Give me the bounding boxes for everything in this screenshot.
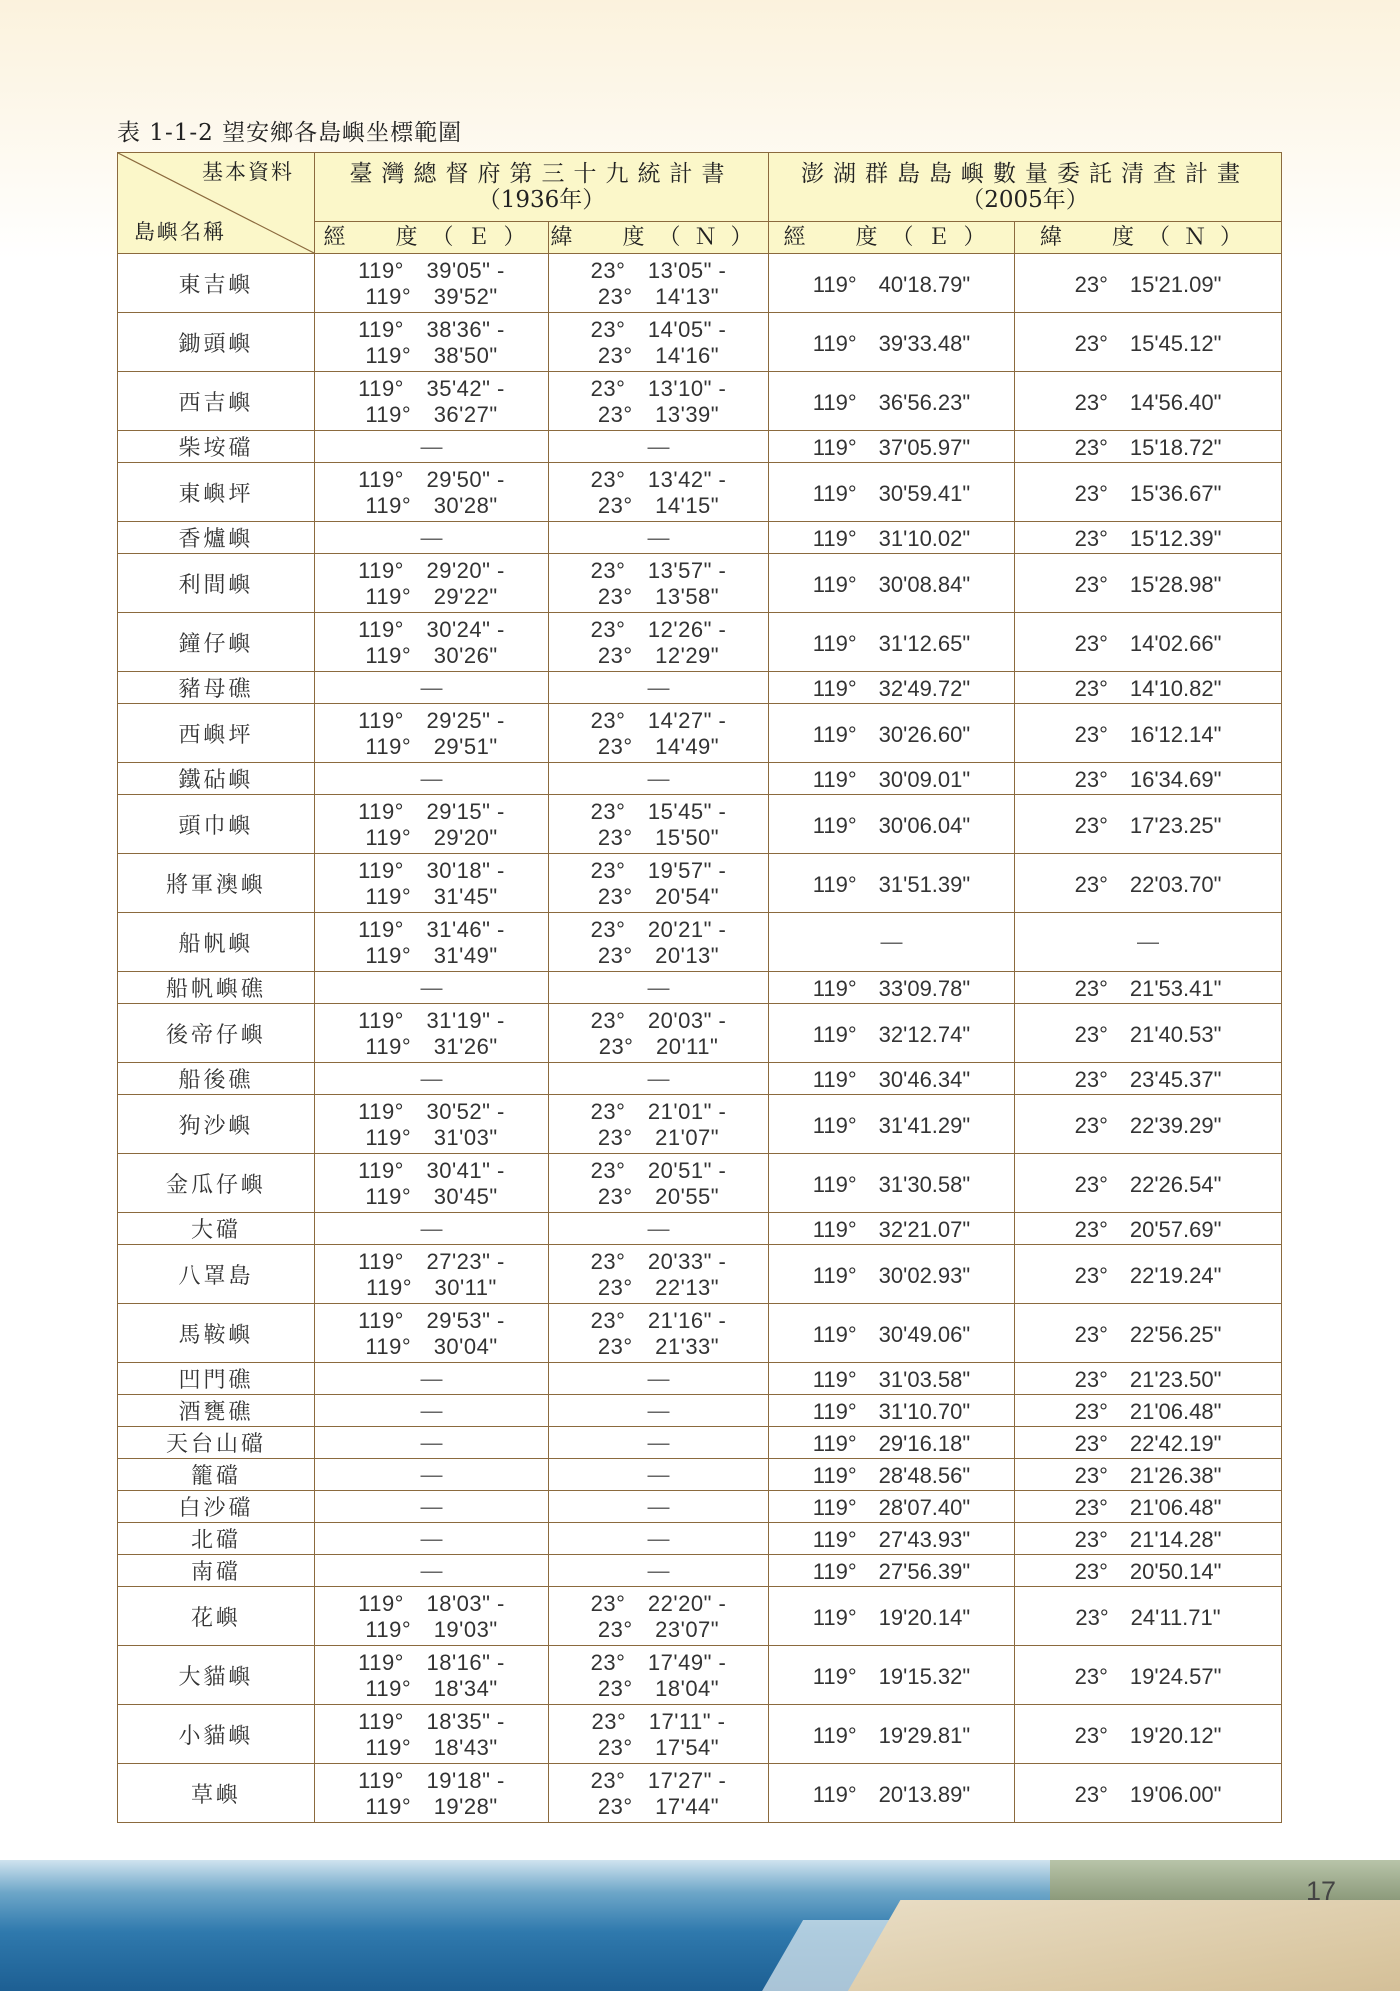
table-row — [118, 1304, 1282, 1363]
latitude-1936 — [549, 1095, 769, 1154]
island-name: 船帆嶼礁 — [118, 972, 315, 1004]
range-end: 23° 14'13" — [597, 283, 720, 309]
table-row — [118, 554, 1282, 613]
table-row — [118, 431, 1282, 463]
longitude-1936: — — [315, 1523, 549, 1555]
latitude-1936 — [549, 854, 769, 913]
longitude-2005: 119° 27'56.39" — [769, 1555, 1015, 1587]
island-name: 北礑 — [118, 1523, 315, 1555]
range-start: 119° 19'18" - — [358, 1767, 505, 1793]
longitude-2005: 119° 31'03.58" — [769, 1363, 1015, 1395]
table-row — [118, 1587, 1282, 1646]
longitude-1936 — [315, 613, 549, 672]
longitude-2005: 119° 32'12.74" — [769, 1004, 1015, 1063]
table-row — [118, 1764, 1282, 1823]
latitude-2005: 23° 15'21.09" — [1015, 254, 1282, 313]
range-end: 119° 30'04" — [365, 1333, 498, 1359]
island-name: 草嶼 — [118, 1764, 315, 1823]
island-name: 東嶼坪 — [118, 463, 315, 522]
range-end: 23° 20'13" — [597, 942, 720, 968]
range-start: 23° 15'45" - — [590, 798, 727, 824]
table-row — [118, 704, 1282, 763]
range-start: 23° 20'21" - — [590, 916, 727, 942]
island-name: 香爐嶼 — [118, 522, 315, 554]
range-end: 119° 36'27" — [365, 401, 498, 427]
longitude-1936: — — [315, 972, 549, 1004]
range-end: 119° 31'26" — [365, 1033, 498, 1059]
range-end: 119° 29'51" — [365, 733, 498, 759]
range-end: 23° 14'49" — [597, 733, 720, 759]
range-end: 119° 29'22" — [365, 583, 498, 609]
latitude-2005: 23° 20'57.69" — [1015, 1213, 1282, 1245]
range-start: 23° 13'10" - — [590, 375, 727, 401]
range-end: 23° 13'39" — [597, 401, 720, 427]
table-row — [118, 254, 1282, 313]
island-name: 白沙礑 — [118, 1491, 315, 1523]
island-name: 八罩島 — [118, 1245, 315, 1304]
latitude-1936: — — [549, 763, 769, 795]
range-end: 119° 39'52" — [365, 283, 498, 309]
latitude-2005: 23° 14'56.40" — [1015, 372, 1282, 431]
latitude-2005: 23° 22'19.24" — [1015, 1245, 1282, 1304]
island-name: 鋤頭嶼 — [118, 313, 315, 372]
longitude-2005: 119° 19'15.32" — [769, 1646, 1015, 1705]
longitude-1936: — — [315, 431, 549, 463]
range-end: 119° 31'45" — [365, 883, 498, 909]
range-end: 119° 38'50" — [365, 342, 498, 368]
latitude-1936 — [549, 613, 769, 672]
island-name: 金瓜仔嶼 — [118, 1154, 315, 1213]
latitude-1936: — — [549, 1523, 769, 1555]
longitude-1936 — [315, 1587, 549, 1646]
range-start: 119° 18'16" - — [358, 1649, 505, 1675]
longitude-1936: — — [315, 1395, 549, 1427]
table-row — [118, 613, 1282, 672]
range-start: 23° 20'51" - — [590, 1157, 727, 1183]
longitude-2005: 119° 33'09.78" — [769, 972, 1015, 1004]
range-start: 23° 17'27" - — [590, 1767, 727, 1793]
range-end: 119° 19'28" — [365, 1793, 498, 1819]
longitude-2005: 119° 30'09.01" — [769, 763, 1015, 795]
latitude-2005: 23° 22'26.54" — [1015, 1154, 1282, 1213]
longitude-1936: — — [315, 1555, 549, 1587]
latitude-1936 — [549, 313, 769, 372]
longitude-1936 — [315, 372, 549, 431]
longitude-2005: 119° 31'51.39" — [769, 854, 1015, 913]
longitude-2005: — — [769, 913, 1015, 972]
range-start: 119° 38'36" - — [358, 316, 505, 342]
longitude-1936 — [315, 1245, 549, 1304]
range-start: 23° 20'33" - — [590, 1248, 727, 1274]
table-row — [118, 1427, 1282, 1459]
range-start: 23° 21'01" - — [590, 1098, 727, 1124]
table-row — [118, 1705, 1282, 1764]
latitude-1936 — [549, 913, 769, 972]
latitude-2005: 23° 22'03.70" — [1015, 854, 1282, 913]
range-end: 23° 22'13" — [597, 1274, 720, 1300]
island-name: 小貓嶼 — [118, 1705, 315, 1764]
latitude-1936 — [549, 704, 769, 763]
range-end: 23° 14'16" — [597, 342, 720, 368]
latitude-1936: — — [549, 1491, 769, 1523]
latitude-1936: — — [549, 972, 769, 1004]
range-start: 23° 20'03" - — [590, 1007, 727, 1033]
island-name: 利間嶼 — [118, 554, 315, 613]
latitude-1936 — [549, 1004, 769, 1063]
latitude-1936 — [549, 795, 769, 854]
longitude-1936: — — [315, 763, 549, 795]
range-start: 119° 29'53" - — [358, 1307, 505, 1333]
latitude-1936: — — [549, 431, 769, 463]
island-name: 天台山礑 — [118, 1427, 315, 1459]
latitude-2005: 23° 22'39.29" — [1015, 1095, 1282, 1154]
table-row — [118, 672, 1282, 704]
range-end: 119° 30'11" — [366, 1274, 497, 1300]
longitude-1936 — [315, 254, 549, 313]
latitude-1936: — — [549, 522, 769, 554]
island-name: 花嶼 — [118, 1587, 315, 1646]
range-start: 119° 31'46" - — [358, 916, 505, 942]
longitude-1936 — [315, 854, 549, 913]
table-row — [118, 1363, 1282, 1395]
coordinates-table — [117, 152, 1282, 1823]
range-start: 119° 29'15" - — [358, 798, 505, 824]
source-2005-header — [769, 153, 1282, 222]
range-end: 119° 30'45" — [365, 1183, 498, 1209]
latitude-2005: 23° 19'20.12" — [1015, 1705, 1282, 1764]
table-row — [118, 1646, 1282, 1705]
lon-1936-header: 經 度（Ｅ） — [315, 222, 549, 254]
longitude-2005: 119° 40'18.79" — [769, 254, 1015, 313]
range-start: 23° 17'11" - — [591, 1708, 726, 1734]
table-row — [118, 1395, 1282, 1427]
table-row — [118, 972, 1282, 1004]
latitude-2005: 23° 21'06.48" — [1015, 1491, 1282, 1523]
source-1936-name: 臺灣總督府第三十九統計書 — [349, 161, 734, 187]
longitude-2005: 119° 30'59.41" — [769, 463, 1015, 522]
longitude-2005: 119° 29'16.18" — [769, 1427, 1015, 1459]
latitude-1936 — [549, 463, 769, 522]
longitude-1936 — [315, 463, 549, 522]
longitude-1936: — — [315, 1063, 549, 1095]
longitude-1936 — [315, 1154, 549, 1213]
island-name: 將軍澳嶼 — [118, 854, 315, 913]
longitude-2005: 119° 31'10.02" — [769, 522, 1015, 554]
longitude-2005: 119° 36'56.23" — [769, 372, 1015, 431]
range-start: 23° 14'27" - — [590, 707, 727, 733]
range-end: 23° 18'04" — [597, 1675, 720, 1701]
latitude-2005: 23° 21'14.28" — [1015, 1523, 1282, 1555]
longitude-2005: 119° 31'30.58" — [769, 1154, 1015, 1213]
table-row — [118, 522, 1282, 554]
longitude-2005: 119° 20'13.89" — [769, 1764, 1015, 1823]
island-name: 鐘仔嶼 — [118, 613, 315, 672]
island-name: 狗沙嶼 — [118, 1095, 315, 1154]
range-start: 119° 29'25" - — [358, 707, 505, 733]
longitude-1936 — [315, 1095, 549, 1154]
longitude-1936: — — [315, 522, 549, 554]
longitude-1936: — — [315, 1459, 549, 1491]
coastline-photo — [0, 1860, 1400, 1991]
source-2005-name: 澎湖群島島嶼數量委託清查計畫 — [801, 161, 1249, 187]
longitude-2005: 119° 31'12.65" — [769, 613, 1015, 672]
island-name: 大貓嶼 — [118, 1646, 315, 1705]
lat-1936-header: 緯 度（Ｎ） — [549, 222, 769, 254]
range-end: 23° 21'07" — [597, 1124, 720, 1150]
latitude-2005: 23° 21'06.48" — [1015, 1395, 1282, 1427]
range-end: 23° 12'29" — [597, 642, 720, 668]
longitude-1936 — [315, 1304, 549, 1363]
table-row — [118, 372, 1282, 431]
range-end: 23° 17'44" — [597, 1793, 720, 1819]
beach-sand — [820, 1900, 1400, 1991]
latitude-1936: — — [549, 672, 769, 704]
latitude-1936: — — [549, 1395, 769, 1427]
longitude-1936 — [315, 1705, 549, 1764]
longitude-2005: 119° 32'49.72" — [769, 672, 1015, 704]
table-row — [118, 1095, 1282, 1154]
longitude-2005: 119° 30'26.60" — [769, 704, 1015, 763]
latitude-2005: 23° 14'10.82" — [1015, 672, 1282, 704]
longitude-2005: 119° 19'20.14" — [769, 1587, 1015, 1646]
longitude-1936 — [315, 1004, 549, 1063]
longitude-1936: — — [315, 1213, 549, 1245]
latitude-1936: — — [549, 1555, 769, 1587]
latitude-1936 — [549, 1587, 769, 1646]
latitude-1936 — [549, 372, 769, 431]
longitude-2005: 119° 28'07.40" — [769, 1491, 1015, 1523]
island-name: 西嶼坪 — [118, 704, 315, 763]
latitude-1936 — [549, 1705, 769, 1764]
range-start: 23° 13'42" - — [590, 466, 727, 492]
range-start: 23° 14'05" - — [590, 316, 727, 342]
range-start: 119° 18'03" - — [358, 1590, 505, 1616]
island-name: 後帝仔嶼 — [118, 1004, 315, 1063]
table-row — [118, 1523, 1282, 1555]
island-name: 豬母礁 — [118, 672, 315, 704]
source-1936-header — [315, 153, 769, 222]
latitude-1936: — — [549, 1427, 769, 1459]
longitude-1936: — — [315, 672, 549, 704]
latitude-2005: 23° 24'11.71" — [1015, 1587, 1282, 1646]
range-end: 23° 23'07" — [597, 1616, 720, 1642]
table-row — [118, 1491, 1282, 1523]
island-name: 凹門礁 — [118, 1363, 315, 1395]
longitude-2005: 119° 31'41.29" — [769, 1095, 1015, 1154]
latitude-1936 — [549, 1764, 769, 1823]
latitude-2005: 23° 22'42.19" — [1015, 1427, 1282, 1459]
longitude-1936: — — [315, 1491, 549, 1523]
latitude-2005: 23° 21'26.38" — [1015, 1459, 1282, 1491]
island-name: 馬鞍嶼 — [118, 1304, 315, 1363]
island-name: 酒甕礁 — [118, 1395, 315, 1427]
table-row — [118, 1063, 1282, 1095]
range-start: 119° 30'24" - — [358, 616, 505, 642]
longitude-1936 — [315, 313, 549, 372]
longitude-2005: 119° 30'06.04" — [769, 795, 1015, 854]
latitude-1936 — [549, 1646, 769, 1705]
range-end: 119° 19'03" — [365, 1616, 498, 1642]
latitude-1936 — [549, 254, 769, 313]
range-start: 23° 21'16" - — [590, 1307, 727, 1333]
range-end: 119° 31'03" — [365, 1124, 498, 1150]
range-end: 23° 21'33" — [597, 1333, 720, 1359]
range-end: 119° 30'26" — [365, 642, 498, 668]
basic-info-label: 基本資料 — [202, 160, 294, 184]
range-start: 23° 22'20" - — [590, 1590, 727, 1616]
range-start: 23° 13'05" - — [590, 257, 727, 283]
range-start: 23° 13'57" - — [590, 557, 727, 583]
latitude-1936 — [549, 1245, 769, 1304]
range-start: 119° 29'50" - — [358, 466, 505, 492]
headland — [1050, 1860, 1400, 1900]
range-end: 23° 20'55" — [597, 1183, 720, 1209]
table-row — [118, 463, 1282, 522]
island-name-label: 島嶼名稱 — [134, 220, 226, 244]
table-row — [118, 795, 1282, 854]
island-name: 南礑 — [118, 1555, 315, 1587]
lat-2005-header: 緯 度（Ｎ） — [1015, 222, 1282, 254]
latitude-1936 — [549, 554, 769, 613]
range-start: 119° 35'42" - — [358, 375, 505, 401]
range-end: 119° 18'43" — [365, 1734, 498, 1760]
latitude-2005: 23° 19'06.00" — [1015, 1764, 1282, 1823]
longitude-1936 — [315, 1764, 549, 1823]
latitude-2005: 23° 15'18.72" — [1015, 431, 1282, 463]
table-row — [118, 1004, 1282, 1063]
latitude-2005: 23° 16'12.14" — [1015, 704, 1282, 763]
range-end: 23° 14'15" — [597, 492, 720, 518]
island-name: 大礑 — [118, 1213, 315, 1245]
island-name: 柴垵礑 — [118, 431, 315, 463]
source-1936-year: （1936年） — [477, 187, 606, 213]
latitude-2005: 23° 21'53.41" — [1015, 972, 1282, 1004]
range-start: 119° 30'18" - — [358, 857, 505, 883]
longitude-2005: 119° 30'46.34" — [769, 1063, 1015, 1095]
longitude-2005: 119° 37'05.97" — [769, 431, 1015, 463]
latitude-2005: 23° 15'28.98" — [1015, 554, 1282, 613]
island-name: 船帆嶼 — [118, 913, 315, 972]
range-start: 119° 30'52" - — [358, 1098, 505, 1124]
range-start: 119° 27'23" - — [358, 1248, 505, 1274]
latitude-2005: 23° 15'45.12" — [1015, 313, 1282, 372]
range-end: 23° 15'50" — [597, 824, 720, 850]
range-end: 119° 30'28" — [365, 492, 498, 518]
range-end: 119° 18'34" — [365, 1675, 498, 1701]
longitude-1936: — — [315, 1427, 549, 1459]
range-start: 119° 18'35" - — [358, 1708, 505, 1734]
range-start: 23° 19'57" - — [590, 857, 727, 883]
page-number: 17 — [1305, 1876, 1336, 1906]
latitude-1936 — [549, 1304, 769, 1363]
longitude-2005: 119° 39'33.48" — [769, 313, 1015, 372]
table-body — [118, 254, 1282, 1823]
latitude-1936: — — [549, 1363, 769, 1395]
latitude-1936: — — [549, 1213, 769, 1245]
range-end: 119° 29'20" — [365, 824, 498, 850]
lon-2005-header: 經 度（Ｅ） — [769, 222, 1015, 254]
latitude-1936 — [549, 1154, 769, 1213]
range-start: 119° 39'05" - — [358, 257, 505, 283]
range-start: 23° 17'49" - — [590, 1649, 727, 1675]
longitude-1936 — [315, 554, 549, 613]
longitude-1936 — [315, 913, 549, 972]
longitude-2005: 119° 32'21.07" — [769, 1213, 1015, 1245]
table-row — [118, 913, 1282, 972]
island-name: 籠礑 — [118, 1459, 315, 1491]
latitude-2005: 23° 16'34.69" — [1015, 763, 1282, 795]
latitude-2005: 23° 14'02.66" — [1015, 613, 1282, 672]
longitude-2005: 119° 30'08.84" — [769, 554, 1015, 613]
table-row — [118, 763, 1282, 795]
latitude-2005: 23° 20'50.14" — [1015, 1555, 1282, 1587]
longitude-1936 — [315, 795, 549, 854]
latitude-2005: 23° 23'45.37" — [1015, 1063, 1282, 1095]
longitude-2005: 119° 28'48.56" — [769, 1459, 1015, 1491]
table-title: 表 1-1-2 望安鄉各島嶼坐標範圍 — [117, 120, 463, 146]
longitude-1936: — — [315, 1363, 549, 1395]
table-row — [118, 1154, 1282, 1213]
island-name: 東吉嶼 — [118, 254, 315, 313]
longitude-2005: 119° 27'43.93" — [769, 1523, 1015, 1555]
latitude-2005: 23° 19'24.57" — [1015, 1646, 1282, 1705]
latitude-2005: 23° 21'40.53" — [1015, 1004, 1282, 1063]
latitude-2005: 23° 15'36.67" — [1015, 463, 1282, 522]
table-row — [118, 1245, 1282, 1304]
latitude-2005: 23° 22'56.25" — [1015, 1304, 1282, 1363]
range-start: 119° 30'41" - — [358, 1157, 505, 1183]
range-end: 23° 20'54" — [597, 883, 720, 909]
latitude-2005: 23° 21'23.50" — [1015, 1363, 1282, 1395]
range-start: 23° 12'26" - — [590, 616, 727, 642]
latitude-2005: 23° 17'23.25" — [1015, 795, 1282, 854]
longitude-1936 — [315, 704, 549, 763]
latitude-2005: 23° 15'12.39" — [1015, 522, 1282, 554]
table-row — [118, 854, 1282, 913]
longitude-2005: 119° 31'10.70" — [769, 1395, 1015, 1427]
island-name: 西吉嶼 — [118, 372, 315, 431]
range-end: 23° 20'11" — [598, 1033, 719, 1059]
diagonal-header-cell — [118, 153, 315, 254]
longitude-2005: 119° 30'02.93" — [769, 1245, 1015, 1304]
range-start: 119° 29'20" - — [358, 557, 505, 583]
table-row — [118, 313, 1282, 372]
island-name: 船後礁 — [118, 1063, 315, 1095]
latitude-1936: — — [549, 1063, 769, 1095]
range-start: 119° 31'19" - — [358, 1007, 505, 1033]
source-2005-year: （2005年） — [961, 187, 1089, 213]
table-row — [118, 1459, 1282, 1491]
range-end: 23° 13'58" — [597, 583, 720, 609]
longitude-2005: 119° 19'29.81" — [769, 1705, 1015, 1764]
latitude-2005: — — [1015, 913, 1282, 972]
table-row — [118, 1555, 1282, 1587]
table-row — [118, 1213, 1282, 1245]
longitude-2005: 119° 30'49.06" — [769, 1304, 1015, 1363]
island-name: 頭巾嶼 — [118, 795, 315, 854]
range-end: 23° 17'54" — [597, 1734, 720, 1760]
island-name: 鐵砧嶼 — [118, 763, 315, 795]
longitude-1936 — [315, 1646, 549, 1705]
latitude-1936: — — [549, 1459, 769, 1491]
range-end: 119° 31'49" — [365, 942, 498, 968]
